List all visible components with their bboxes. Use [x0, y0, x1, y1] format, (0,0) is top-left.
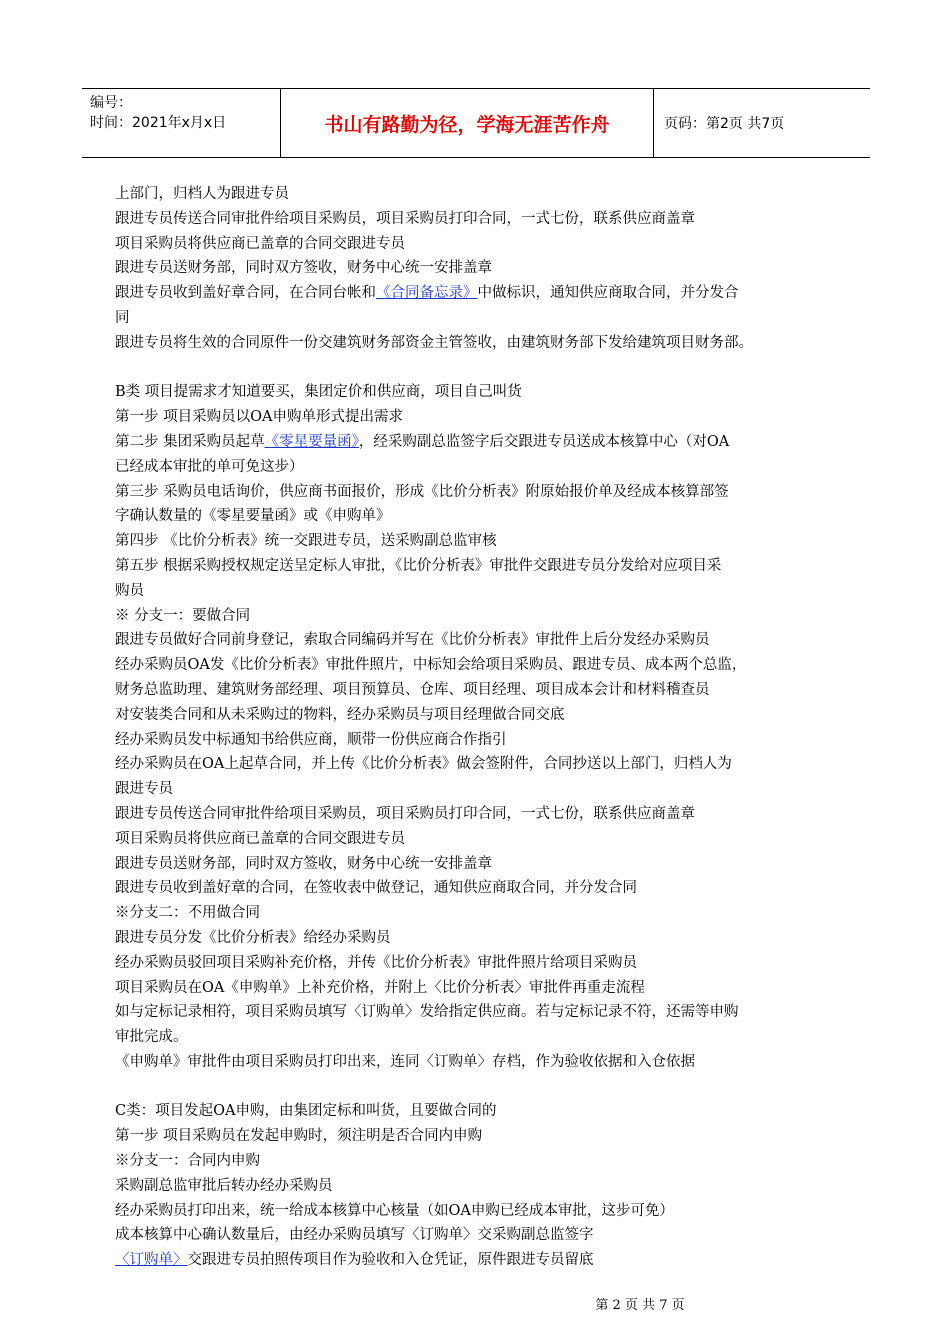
header-motto-cell: [280, 89, 654, 157]
document-time-label: 时间：2021年x月x日: [90, 115, 227, 131]
text-line: 跟进专员分发《比价分析表》给经办采购员: [115, 929, 391, 946]
text-line: 经办采购员OA发《比价分析表》审批件照片，中标知会给项目采购员、跟进专员、成本两个总监，: [115, 657, 747, 674]
paragraph-gap: [115, 356, 845, 381]
page-footer: [0, 1294, 950, 1313]
text-line: ※分支二：不用做合同: [115, 905, 260, 922]
text-line: [115, 281, 845, 306]
text-line: 跟进专员传送合同审批件给项目采购员，项目采购员打印合同，一式七份，联系供应商盖章: [115, 210, 695, 227]
text-line: 对安装类合同和从未采购过的物料，经办采购员与项目经理做合同交底: [115, 706, 565, 723]
text-line: B类 项目提需求才知道要买，集团定价和供应商，项目自己叫货: [115, 384, 522, 401]
text-line: 跟进专员做好合同前身登记，索取合同编码并写在《比价分析表》审批件上后分发经办采购员: [115, 632, 710, 649]
header-page-label: 页码：第2页 共7页: [664, 116, 785, 132]
text-line: 项目采购员将供应商已盖章的合同交跟进专员: [115, 235, 405, 252]
text-line: 上部门，归档人为跟进专员: [115, 186, 289, 202]
text-line: C类：项目发起OA申购，由集团定标和叫货，且要做合同的: [115, 1103, 497, 1120]
text-line: 跟进专员传送合同审批件给项目采购员，项目采购员打印合同，一式七份，联系供应商盖章: [115, 805, 695, 822]
header-page-cell: [654, 89, 870, 157]
document-number-label: 编号：: [90, 95, 132, 111]
text-line-segment: 交跟进专员拍照传项目作为验收和入仓凭证，原件跟进专员留底: [187, 1252, 594, 1269]
text-line: 采购副总监审批后转办经办采购员: [115, 1177, 333, 1194]
text-line: 跟进专员收到盖好章的合同，在签收表中做登记，通知供应商取合同，并分发合同: [115, 880, 637, 897]
text-line: 跟进专员送财务部，同时双方签收，财务中心统一安排盖章: [115, 260, 492, 277]
document-header: [82, 88, 870, 158]
footer-page-number: 第 2 页 共 7 页: [595, 1298, 685, 1313]
text-line: 项目采购员将供应商已盖章的合同交跟进专员: [115, 830, 405, 847]
document-body: [115, 182, 845, 1273]
text-line: 购员: [115, 582, 144, 599]
text-line: 跟进专员: [115, 781, 173, 798]
text-line: 字确认数量的《零星要量函》或《申购单》: [115, 508, 391, 525]
document-link[interactable]: 《合同备忘录》: [376, 285, 478, 302]
text-line: ※分支一：合同内申购: [115, 1153, 260, 1170]
text-line: 已经成本审批的单可免这步）: [115, 458, 304, 475]
document-link[interactable]: 〈订购单〉: [115, 1252, 188, 1269]
text-line: [115, 430, 845, 455]
text-line: [115, 1248, 845, 1273]
text-line: 如与定标记录相符，项目采购员填写〈订购单〉发给指定供应商。若与定标记录不符，还需等申购: [115, 1004, 739, 1021]
text-line: 经办采购员驳回项目采购补充价格，并传《比价分析表》审批件照片给项目采购员: [115, 954, 637, 971]
text-line: 《申购单》审批件由项目采购员打印出来，连同〈订购单〉存档，作为验收依据和入仓依据: [115, 1053, 695, 1070]
text-line: 同: [115, 309, 130, 326]
text-line: 第三步 采购员电话询价，供应商书面报价，形成《比价分析表》附原始报价单及经成本核算部签: [115, 483, 729, 500]
header-motto: 书山有路勤为径，学海无涯苦作舟: [324, 113, 610, 136]
text-line: ※ 分支一：要做合同: [115, 607, 251, 624]
text-line: 经办采购员发中标通知书给供应商，顺带一份供应商合作指引: [115, 731, 507, 748]
text-line: 成本核算中心确认数量后，由经办采购员填写〈订购单〉交采购副总监签字: [115, 1227, 594, 1244]
document-link[interactable]: 《零星要量函》: [264, 433, 359, 450]
text-line-segment: ，经采购副总监签字后交跟进专员送成本核算中心（对OA: [358, 433, 730, 450]
text-line-segment: 第二步 集团采购员起草: [115, 433, 265, 450]
text-line: 第一步 项目采购员以OA申购单形式提出需求: [115, 409, 403, 426]
text-line-segment: 跟进专员收到盖好章合同，在合同台帐和: [115, 285, 376, 302]
text-line: 项目采购员在OA《申购单》上补充价格，并附上〈比价分析表〉审批件再重走流程: [115, 979, 645, 996]
paragraph-gap: [115, 1075, 845, 1100]
text-line: 第四步 《比价分析表》统一交跟进专员，送采购副总监审核: [115, 533, 497, 550]
text-line: 第一步 项目采购员在发起申购时，须注明是否合同内申购: [115, 1128, 483, 1145]
text-line-segment: 中做标识，通知供应商取合同，并分发合: [477, 285, 739, 302]
text-line: 经办采购员打印出来，统一给成本核算中心核量（如OA申购已经成本审批，这步可免）: [115, 1202, 674, 1219]
header-left-cell: [82, 89, 280, 157]
text-line: 审批完成。: [115, 1029, 188, 1046]
text-line: 财务总监助理、建筑财务部经理、项目预算员、仓库、项目经理、项目成本会计和材料稽查员: [115, 681, 710, 698]
text-line: 跟进专员将生效的合同原件一份交建筑财务部资金主管签收，由建筑财务部下发给建筑项目财务部。: [115, 334, 753, 351]
text-line: 第五步 根据采购授权规定送呈定标人审批，《比价分析表》审批件交跟进专员分发给对应项目采: [115, 557, 722, 574]
text-line: 跟进专员送财务部，同时双方签收，财务中心统一安排盖章: [115, 855, 492, 872]
text-line: 经办采购员在OA上起草合同，并上传《比价分析表》做会签附件，合同抄送以上部门，归档人为: [115, 756, 732, 773]
